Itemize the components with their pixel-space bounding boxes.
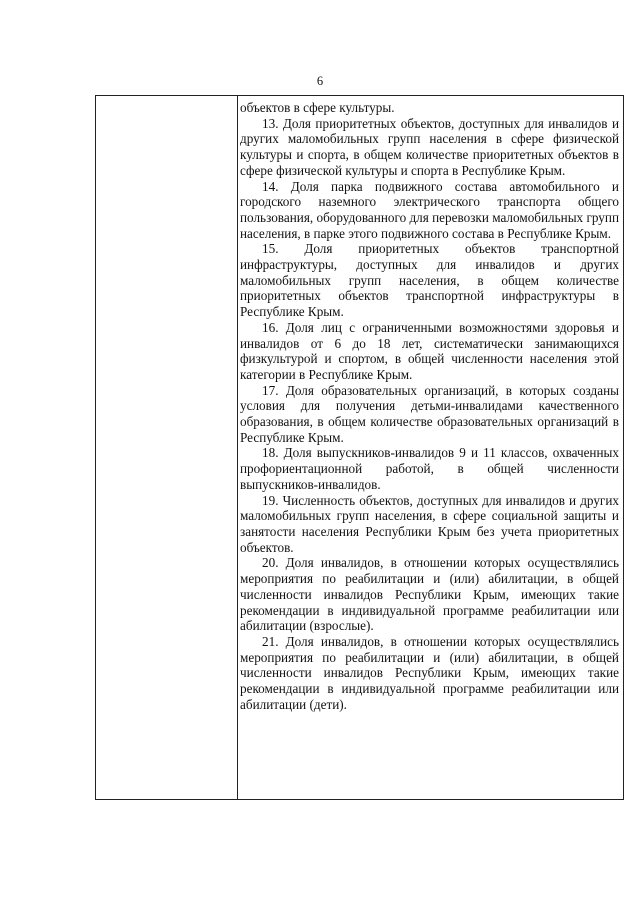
list-item: 13. Доля приоритетных объектов, доступных для инвалидов и других маломобильных групп населения в сфере физической культуры и спорта, в общем количестве приоритетных объектов в сфере физической культуры и спорта в Республике Крым. bbox=[240, 115, 619, 178]
list-item: 16. Доля лиц с ограниченными возможностями здоровья и инвалидов от 6 до 18 лет, систематически занимающихся физкультурой и спортом, в общей численности населения этой категории в Республике Крым. bbox=[240, 319, 619, 382]
list-item: 17. Доля образовательных организаций, в которых созданы условия для получения детьми-инвалидами качественного образования, в общем количестве образовательных организаций в Республике Крым. bbox=[240, 382, 619, 445]
list-item: 18. Доля выпускников-инвалидов 9 и 11 классов, охваченных профориентационной работой, в общей численности выпускников-инвалидов. bbox=[240, 445, 619, 492]
list-item: 19. Численность объектов, доступных для инвалидов и других маломобильных групп населения, в сфере социальной защиты и занятости населения Республики Крым без учета приоритетных объектов. bbox=[240, 492, 619, 555]
indicator-list bbox=[240, 100, 619, 712]
column-divider bbox=[237, 95, 238, 800]
document-table bbox=[95, 95, 624, 800]
list-item: 15. Доля приоритетных объектов транспортной инфраструктуры, доступных для инвалидов и других маломобильных групп населения, в общем количестве приоритетных объектов транспортной инфраструктуры в Республике Крым. bbox=[240, 241, 619, 320]
list-item: 20. Доля инвалидов, в отношении которых осуществлялись мероприятия по реабилитации и (или) абилитации, в общей численности инвалидов Республики Крым, имеющих такие рекомендации в индивидуальной программе реабилитации или абилитации (взрослые). bbox=[240, 555, 619, 634]
list-item: объектов в сфере культуры. bbox=[240, 100, 395, 115]
page-number: 6 bbox=[316, 74, 324, 88]
list-item: 21. Доля инвалидов, в отношении которых осуществлялись мероприятия по реабилитации и (или) абилитации, в общей численности инвалидов Республики Крым, имеющих такие рекомендации в индивидуальной программе реабилитации или абилитации (дети). bbox=[240, 633, 619, 712]
list-item: 14. Доля парка подвижного состава автомобильного и городского наземного электрического транспорта общего пользования, оборудованного для перевозки маломобильных групп населения, в парке этого подвижного состава в Республике Крым. bbox=[240, 178, 619, 241]
